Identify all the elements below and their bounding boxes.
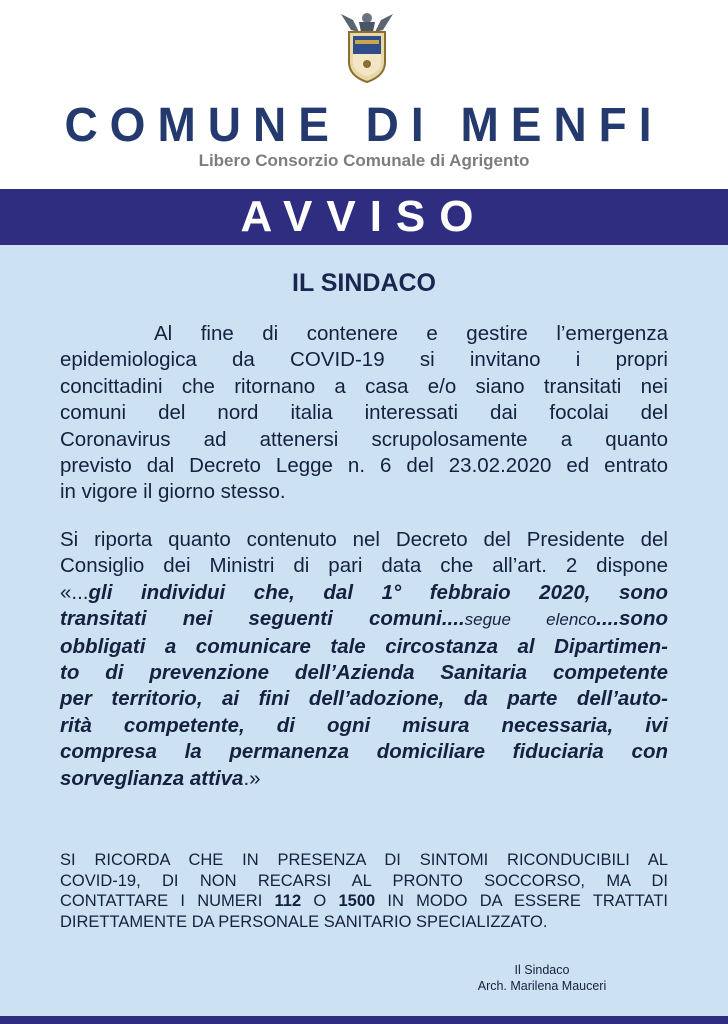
signature-name: Arch. Marilena Mauceri — [477, 979, 607, 993]
text-line: Consiglio dei Ministri di pari data che all’art. 2 dispone — [60, 554, 668, 578]
quote-line: to di prevenzione dell’Azienda Sanitaria competente — [60, 661, 668, 685]
quote-line — [60, 766, 668, 792]
notice-banner-label: AVVISO — [240, 192, 488, 241]
municipality-title: COMUNE DI MENFI — [64, 96, 664, 152]
notice-banner — [0, 189, 728, 245]
header — [0, 0, 728, 189]
municipal-coat-of-arms-icon — [337, 10, 397, 84]
quote-text: sorveglianza attiva — [60, 766, 244, 790]
reminder-text: O — [301, 892, 339, 910]
quote-line: obbligati a comunicare tale circostanza al Dipartimen- — [60, 634, 668, 658]
quote-text: transitati nei seguenti comuni.... — [60, 607, 465, 631]
quote-open: «... — [60, 580, 89, 604]
signature-role: Il Sindaco — [514, 963, 570, 977]
quote-line: per territorio, ai fini dell’adozione, da parte dell’auto- — [60, 687, 668, 711]
quote-line — [60, 606, 668, 633]
emergency-number-1500: 1500 — [338, 892, 376, 910]
reminder-text: CONTATTARE I NUMERI — [60, 892, 275, 910]
text-line: comuni del nord italia interessati dai focolai del — [60, 401, 668, 425]
quote-text: gli individui che, dal 1° febbraio 2020, sono — [88, 580, 668, 604]
text-line: in vigore il giorno stesso. — [60, 480, 286, 504]
paragraph-2 — [60, 527, 668, 792]
notice-title: IL SINDACO — [292, 269, 436, 297]
reminder-line — [60, 891, 668, 912]
quote-text: ....sono — [596, 607, 668, 631]
text-line: concittadini che ritornano a casa e/o siano transitati nei — [60, 374, 668, 398]
quote-line: compresa la permanenza domiciliare fiduciaria con — [60, 740, 668, 764]
reminder-line: COVID-19, DI NON RECARSI AL PRONTO SOCCORSO, MA DI — [60, 871, 668, 890]
quote-line: rità competente, di ogni misura necessaria, ivi — [60, 713, 668, 737]
reminder-text: IN MODO DA ESSERE TRATTATI — [375, 892, 668, 910]
text-line: Coronavirus ad attenersi scrupolosamente a quanto — [60, 427, 668, 451]
consortium-subtitle: Libero Consorzio Comunale di Agrigento — [198, 151, 530, 170]
quote-ellipsis-note: segue elenco — [464, 610, 597, 630]
quote-close: .» — [243, 766, 261, 790]
text-line: epidemiologica da COVID-19 si invitano i propri — [60, 348, 668, 372]
paragraph-1 — [60, 321, 668, 506]
text-line: Si riporta quanto contenuto nel Decreto del Presidente del — [60, 528, 668, 551]
reminder-paragraph — [60, 850, 668, 932]
quote-line — [60, 580, 668, 606]
reminder-line: SI RICORDA CHE IN PRESENZA DI SINTOMI RICONDUCIBILI AL — [60, 851, 668, 869]
bottom-border — [0, 1016, 728, 1024]
text-line: previsto dal Decreto Legge n. 6 del 23.02.2020 ed entrato — [60, 454, 668, 478]
emergency-number-112: 112 — [274, 892, 302, 910]
text-line: Al fine di contenere e gestire l’emergenza — [154, 322, 668, 345]
reminder-line: DIRETTAMENTE DA PERSONALE SANITARIO SPECIALIZZATO. — [60, 912, 548, 931]
